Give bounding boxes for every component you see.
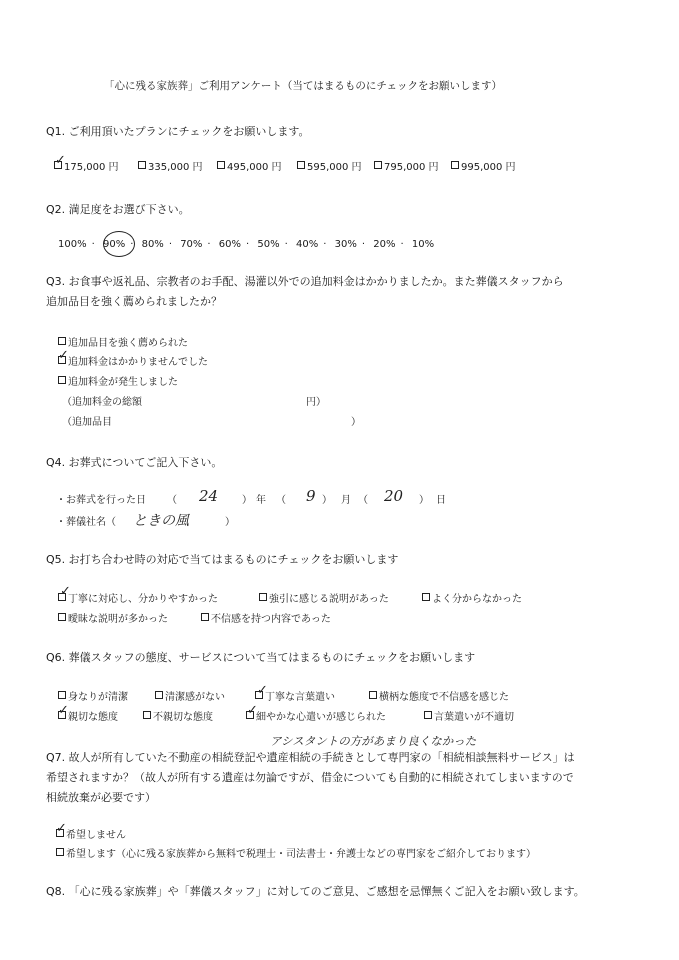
q6-option-unclean[interactable]: 清潔感がない: [155, 691, 225, 705]
checkbox[interactable]: [58, 691, 66, 699]
q6-label: Q6. 葬儀スタッフの態度、サービスについて当てはまるものにチェックをお願いします: [46, 651, 476, 664]
checkbox[interactable]: [201, 613, 209, 621]
checkbox[interactable]: [374, 161, 382, 169]
q4-month-close: ）: [322, 495, 332, 506]
q6-option-clean[interactable]: 身なりが清潔: [58, 691, 128, 705]
q2-option-80[interactable]: 80%: [141, 239, 164, 250]
q6-option-polite-words[interactable]: 丁寧な言葉遣い: [255, 691, 335, 705]
q6-option-attentive[interactable]: 細やかな心遣いが感じられた: [246, 711, 386, 725]
q4-month-value[interactable]: 9: [306, 487, 316, 505]
q2-option-30[interactable]: 30%: [334, 239, 357, 250]
checkbox[interactable]: [58, 337, 66, 345]
q5-option-unclear[interactable]: よく分からなかった: [422, 593, 522, 607]
checkbox[interactable]: [217, 161, 225, 169]
q4-company-close: ）: [225, 517, 235, 528]
q3-check-mark: ✓: [58, 348, 69, 363]
q2-option-10[interactable]: 10%: [411, 239, 435, 250]
q4-day-unit: 日: [436, 495, 446, 506]
q6-option-bad-words[interactable]: 言葉遣いが不適切: [424, 711, 514, 725]
q3-amount-unit: 円）: [306, 397, 326, 408]
checkbox[interactable]: [259, 593, 267, 601]
checkbox[interactable]: [138, 161, 146, 169]
q4-day-close: ）: [419, 495, 429, 506]
q4-day-value[interactable]: 20: [384, 487, 404, 505]
q4-year-unit: 年: [256, 495, 266, 506]
q5-check-mark: ✓: [60, 584, 71, 599]
checkbox[interactable]: [155, 691, 163, 699]
q7-label-line3: 相続放棄が必要です）: [46, 791, 156, 804]
q4-year-value[interactable]: 24: [199, 487, 219, 505]
q2-option-60[interactable]: 60%: [218, 239, 242, 250]
q6-option-kind[interactable]: 親切な態度: [58, 711, 118, 725]
q4-month-unit: 月: [341, 495, 351, 506]
q2-selection-circle: [103, 231, 135, 257]
q1-option-175000[interactable]: 175,000 円: [54, 161, 119, 175]
q6-check-mark-kind: ✓: [58, 703, 69, 718]
q1-option-335000[interactable]: 335,000 円: [138, 161, 203, 175]
q2-option-70[interactable]: 70%: [180, 239, 203, 250]
q2-option-90[interactable]: 90%: [102, 239, 126, 250]
q4-label: Q4. お葬式についてご記入下さい。: [46, 456, 223, 469]
q7-label-line1: Q7. 故人が所有していた不動産の相続登記や遺産相続の手続きとして専門家の「相続相談無料サービス」は: [46, 751, 575, 764]
q6-check-mark-attentive: ✓: [247, 703, 258, 718]
q5-option-polite[interactable]: 丁寧に対応し、分かりやすかった: [58, 593, 218, 607]
q7-check-mark: ✓: [56, 821, 67, 836]
q2-option-40[interactable]: 40%: [296, 239, 319, 250]
q2-label: Q2. 満足度をお選び下さい。: [46, 203, 190, 216]
q6-check-mark-polite-words: ✓: [257, 683, 268, 698]
q2-option-100[interactable]: 100%: [58, 239, 87, 250]
survey-title: 「心に残る家族葬」ご利用アンケート（当てはまるものにチェックをお願いします）: [104, 80, 503, 92]
q2-scale: 100% · 90% · 80% · 70% · 60% · 50% · 40% · 30% · 20% · 10%: [58, 239, 435, 250]
q5-label: Q5. お打ち合わせ時の対応で当てはまるものにチェックをお願いします: [46, 553, 399, 566]
q6-handwritten-note[interactable]: アシスタントの方があまり良くなかった: [270, 734, 477, 748]
q4-month-open: （: [276, 495, 286, 506]
checkbox[interactable]: [451, 161, 459, 169]
q3-option-extra-charge[interactable]: 追加料金が発生しました: [58, 376, 178, 390]
q1-option-995000[interactable]: 995,000 円: [451, 161, 516, 175]
q4-company-value[interactable]: ときの風: [133, 513, 189, 529]
checkbox[interactable]: [424, 711, 432, 719]
q4-company-label: ・葬儀社名（: [56, 517, 116, 528]
q7-option-decline[interactable]: 希望しません: [56, 829, 126, 843]
q4-year-open: （: [167, 495, 177, 506]
q2-option-20[interactable]: 20%: [373, 239, 396, 250]
q2-option-50[interactable]: 50%: [257, 239, 280, 250]
q3-items-close: ）: [351, 417, 361, 428]
q7-option-request[interactable]: 希望します（心に残る家族葬から無料で税理士・司法書士・弁護士などの専門家をご紹介しております）: [56, 848, 536, 862]
q3-amount-label: （追加料金の総額: [62, 397, 142, 408]
q1-check-mark: ✓: [55, 153, 66, 168]
q3-label-line1: Q3. お食事や返礼品、宗教者のお手配、湯灌以外での追加料金はかかりましたか。また葬儀スタッフから: [46, 275, 564, 288]
q5-option-distrust[interactable]: 不信感を持つ内容であった: [201, 613, 331, 627]
checkbox[interactable]: [297, 161, 305, 169]
q6-option-unkind[interactable]: 不親切な態度: [143, 711, 213, 725]
q3-items-label: （追加品目: [62, 417, 112, 428]
q4-day-open: （: [358, 495, 368, 506]
q4-year-close: ）: [242, 495, 252, 506]
checkbox[interactable]: [58, 376, 66, 384]
q8-label: Q8. 「心に残る家族葬」や「葬儀スタッフ」に対してのご意見、ご感想を忌憚無くご記入をお願い致します。: [46, 885, 585, 898]
q3-label-line2: 追加品目を強く薦められましたか？: [46, 295, 222, 308]
q4-date-label: ・お葬式を行った日: [56, 495, 146, 506]
q7-label-line2: 希望されますか？（故人が所有する遺産は勿論ですが、借金についても自動的に相続されてしまいますので: [46, 771, 574, 784]
q1-option-595000[interactable]: 595,000 円: [297, 161, 362, 175]
q3-option-no-extra-charge[interactable]: 追加料金はかかりませんでした: [58, 356, 208, 370]
q1-option-495000[interactable]: 495,000 円: [217, 161, 282, 175]
checkbox[interactable]: [422, 593, 430, 601]
q1-option-795000[interactable]: 795,000 円: [374, 161, 439, 175]
checkbox[interactable]: [56, 848, 64, 856]
q3-option-pushed-items[interactable]: 追加品目を強く薦められた: [58, 337, 188, 351]
q1-label: Q1. ご利用頂いたプランにチェックをお願いします。: [46, 125, 310, 138]
q5-option-forceful[interactable]: 強引に感じる説明があった: [259, 593, 389, 607]
checkbox[interactable]: [143, 711, 151, 719]
q6-option-arrogant[interactable]: 横柄な態度で不信感を感じた: [369, 691, 509, 705]
checkbox[interactable]: [58, 613, 66, 621]
checkbox[interactable]: [369, 691, 377, 699]
q5-option-vague[interactable]: 曖昧な説明が多かった: [58, 613, 168, 627]
